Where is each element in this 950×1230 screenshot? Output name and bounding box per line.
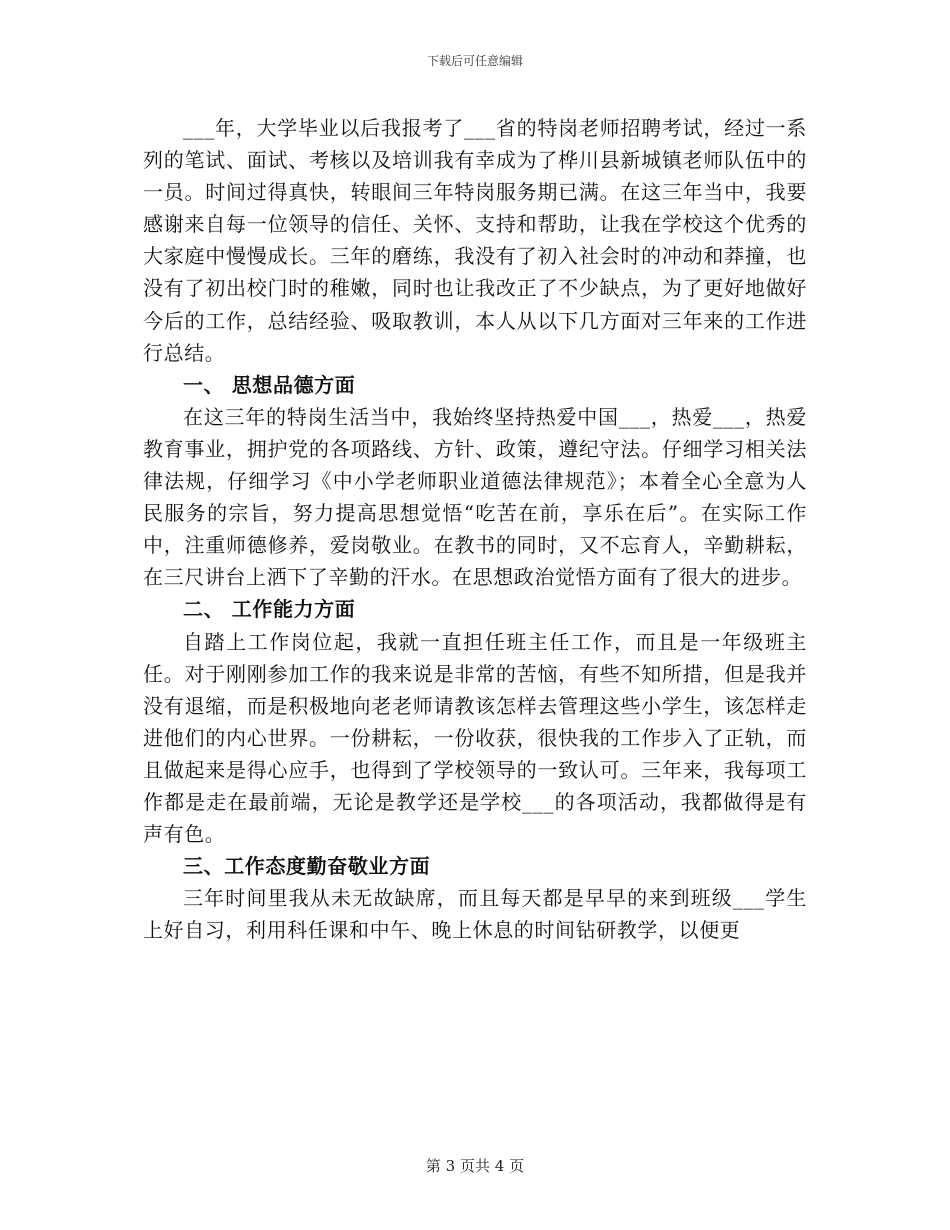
section-heading-2: 二、 工作能力方面 [183,597,356,622]
section-1-paragraph: 在这三年的特岗生活当中，我始终坚持热爱中国___，热爱___，热爱教育事业，拥护党的各项路线、方针、政策，遵纪守法。仔细学习相关法律法规，仔细学习《中小学老师职业道德法律规范》；本着全心全意为人民服务的宗旨，努力提高思想觉悟“吃苦在前，享乐在后”。在实际工作中，注重师德修养，爱岗敬业。在教书的同时，又不忘育人，辛勤耕耘，在三尺讲台上洒下了辛勤的汗水。在思想政治觉悟方面有了很大的进步。 [143,404,807,590]
intro-paragraph: ___年，大学毕业以后我报考了___省的特岗老师招聘考试，经过一系列的笔试、面试、考核以及培训我有幸成为了桦川县新城镇老师队伍中的一员。时间过得真快，转眼间三年特岗服务期已满。在这三年当中，我要感谢来自每一位领导的信任、关怀、支持和帮助，让我在学校这个优秀的大家庭中慢慢成长。三年的磨练，我没有了初入社会时的冲动和莽撞，也没有了初出校门时的稚嫩，同时也让我改正了不少缺点，为了更好地做好今后的工作，总结经验、吸取教训，本人从以下几方面对三年来的工作进行总结。 [143,116,807,365]
document-body [143,112,807,946]
page-footer: 第 3 页共 4 页 [425,1157,525,1175]
section-2-paragraph: 自踏上工作岗位起，我就一直担任班主任工作，而且是一年级班主任。对于刚刚参加工作的我来说是非常的苦恼，有些不知所措，但是我并没有退缩，而是积极地向老老师请教该怎样去管理这些小学生，该怎样走进他们的内心世界。一份耕耘，一份收获，很快我的工作步入了正轨，而且做起来是得心应手，也得到了学校领导的一致认可。三年来，我每项工作都是走在最前端，无论是教学还是学校___的各项活动，我都做得是有声有色。 [143,629,807,847]
page-header: 下载后可任意编辑 [426,54,523,68]
section-heading-3: 三、工作态度勤奋敬业方面 [183,854,431,879]
section-heading-1: 一、 思想品德方面 [183,372,356,397]
section-3-paragraph: 三年时间里我从未无故缺席，而且每天都是早早的来到班级___学生上好自习，利用科任课和中午、晚上休息的时间钻研教学，以便更 [143,886,807,943]
